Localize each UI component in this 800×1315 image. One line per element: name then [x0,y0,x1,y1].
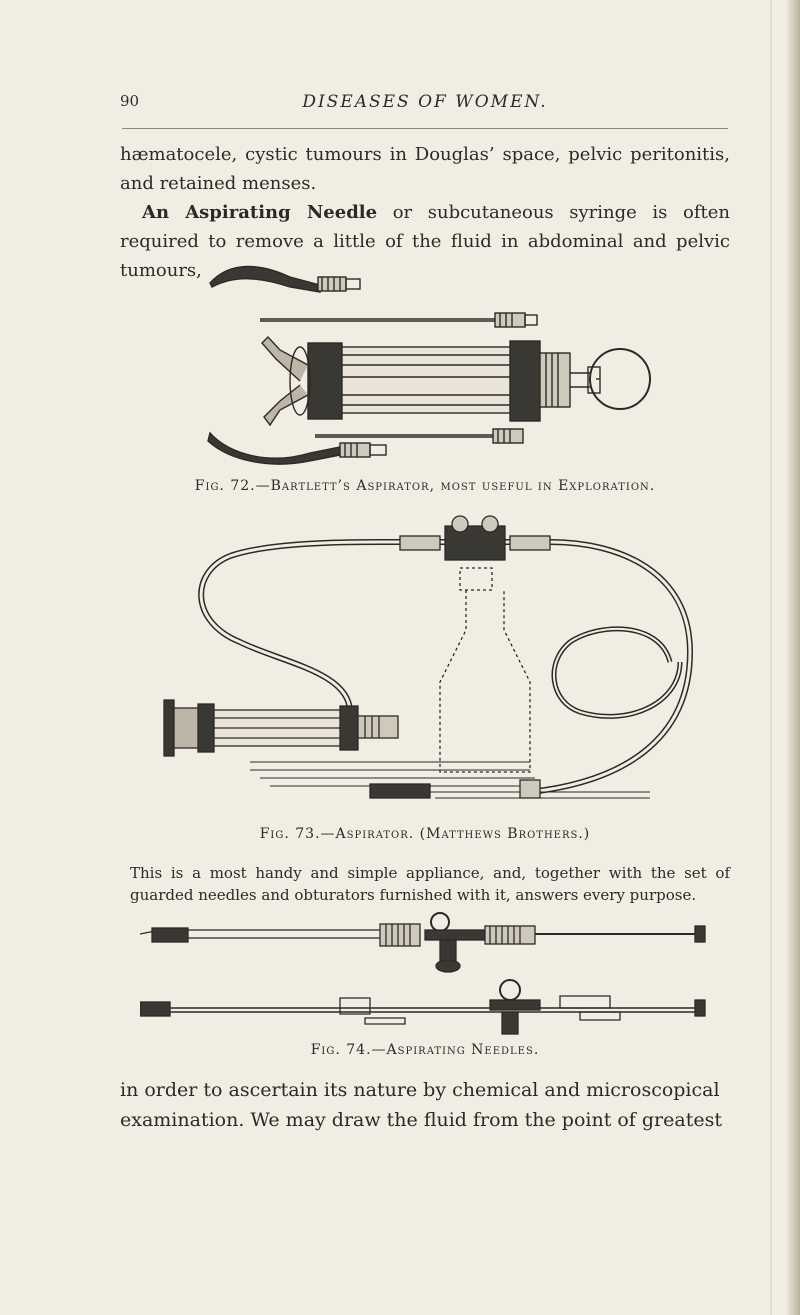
figure-73-matthews-aspirator [150,512,710,822]
figure-73-caption: Fig. 73.—Aspirator. (Matthews Brothers.) [259,826,591,842]
page-edge [786,0,800,1315]
para2-rest: or subcutaneous syringe is often required to remove a little of the fluid in abdominal and pelvic tumours, [120,202,730,281]
figure-72-bartlett-aspirator [190,255,660,470]
running-title: DISEASES OF WOMEN. [302,92,548,112]
figure-72-caption: Fig. 72.—Bartlett’s Aspirator, most useful in Exploration. [194,478,656,494]
para1-text: hæmatocele, cystic tumours in Douglas’ space, pelvic peritonitis, and retained menses. [120,144,730,194]
body-paragraph-3: This is a most handy and simple appliance, and, together with the set of guarded needles and obturators furnished with it, answers every purpose. [130,864,730,904]
header-rule [122,128,728,129]
figure-74-caption: Fig. 74.—Aspirating Needles. [310,1042,540,1058]
page-number: 90 [120,92,140,110]
page-header [120,92,730,122]
body-paragraph-4: in order to ascertain its nature by chemical and microscopical examination. We may draw the fluid from the point of greatest [120,1079,722,1131]
para2-term: An Aspirating Needle [142,202,378,223]
figure-74-aspirating-needles [140,912,720,1037]
page-fold-shadow [770,0,772,1315]
